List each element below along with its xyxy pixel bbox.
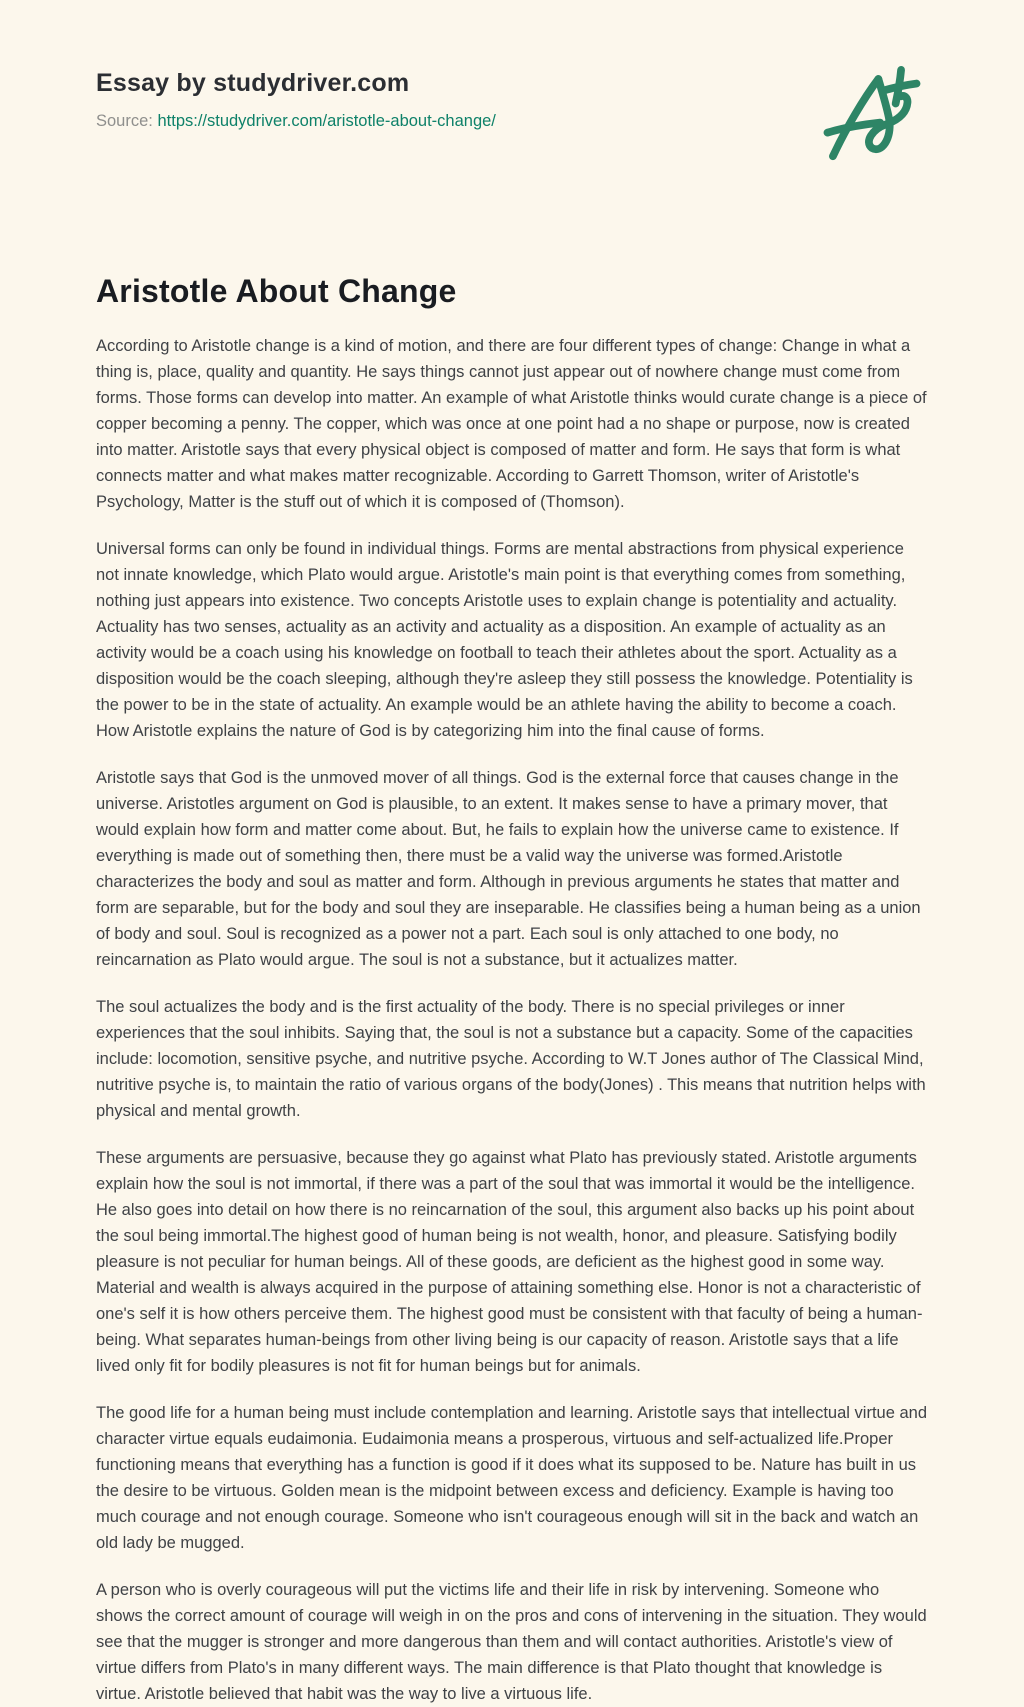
essay-paragraph: Aristotle says that God is the unmoved mover of all things. God is the external force that causes change in the universe. Aristotles argument on God is plausible, to an extent. It makes sense to have a primary mover, that would explain how form and matter come about. But, he fails to explain how the universe came to existence. If everything is made out of something then, there must be a valid way the universe was formed.Aristotle characterizes the body and soul as matter and form. Although in previous arguments he states that matter and form are separable, but for the body and soul they are inseparable. He classifies being a human being as a union of body and soul. Soul is recognized as a power not a part. Each soul is only attached to one body, no reincarnation as Plato would argue. The soul is not a substance, but it actualizes matter. xyxy=(96,769,921,970)
source-url-link[interactable]: https://studydriver.com/aristotle-about-change/ xyxy=(157,112,496,130)
document-header xyxy=(96,68,928,168)
studydriver-a-plus-logo-icon xyxy=(822,60,922,168)
header-text-block xyxy=(96,68,496,131)
essay-paragraph: The soul actualizes the body and is the first actuality of the body. There is no special privileges or inner experiences that the soul inhibits. Saying that, the soul is not a substance but a capacity. Some of the capacities include: locomotion, sensitive psyche, and nutritive psyche. According to W.T Jones author of The Classical Mind, nutritive psyche is, to maintain the ratio of various organs of the body(Jones) . This means that nutrition helps with physical and mental growth. xyxy=(96,998,926,1121)
essay-paragraph: The good life for a human being must include contemplation and learning. Aristotle says that intellectual virtue and character virtue equals eudaimonia. Eudaimonia means a prosperous, virtuous and self-actualized life.Proper functioning means that everything has a function is good if it does what its supposed to be. Nature has built in us the desire to be virtuous. Golden mean is the midpoint between excess and deficiency. Example is having too much courage and not enough courage. Someone who isn't courageous enough will sit in the back and watch an old lady be mugged. xyxy=(96,1404,927,1553)
essay-paragraph: A person who is overly courageous will put the victims life and their life in risk by intervening. Someone who shows the correct amount of courage will weigh in on the pros and cons of intervening in the situation. They would see that the mugger is stronger and more dangerous than them and will contact authorities. Aristotle's view of virtue differs from Plato's in many different ways. The main difference is that Plato thought that knowledge is virtue. Aristotle believed that habit was the way to live a virtuous life. xyxy=(96,1581,927,1704)
essay-body xyxy=(96,333,928,1707)
page-title: Essay by studydriver.com xyxy=(96,69,410,97)
essay-paragraph: Universal forms can only be found in individual things. Forms are mental abstractions from physical experience not innate knowledge, which Plato would argue. Aristotle's main point is that everything comes from something, nothing just appears into existence. Two concepts Aristotle uses to explain change is potentiality and actuality. Actuality has two senses, actuality as an activity and actuality as a disposition. An example of actuality as an activity would be a coach using his knowledge on football to teach their athletes about the sport. Actuality as a disposition would be the coach sleeping, although they're asleep they still possess the knowledge. Potentiality is the power to be in the state of actuality. An example would be an athlete having the ability to become a coach. How Aristotle explains the nature of God is by categorizing him into the final cause of forms. xyxy=(96,540,913,741)
essay-paragraph: According to Aristotle change is a kind of motion, and there are four different types of change: Change in what a thing is, place, quality and quantity. He says things cannot just appear out of nowhere change must come from forms. Those forms can develop into matter. An example of what Aristotle thinks would curate change is a piece of copper becoming a penny. The copper, which was once at one point had a no shape or purpose, now is created into matter. Aristotle says that every physical object is composed of matter and form. He says that form is what connects matter and what makes matter recognizable. According to Garrett Thomson, writer of Aristotle's Psychology, Matter is the stuff out of which it is composed of (Thomson). xyxy=(96,337,927,512)
essay-paragraph: These arguments are persuasive, because they go against what Plato has previously stated. Aristotle arguments explain how the soul is not immortal, if there was a part of the soul that was immortal it would be the intelligence. He also goes into detail on how there is no reincarnation of the soul, this argument also backs up his point about the soul being immortal.The highest good of human being is not wealth, honor, and pleasure. Satisfying bodily pleasure is not peculiar for human beings. All of these goods, are deficient as the highest good in some way. Material and wealth is always acquired in the purpose of attaining something else. Honor is not a characteristic of one's self it is how others perceive them. The highest good must be consistent with that faculty of being a human-being. What separates human-beings from other living being is our capacity of reason. Aristotle says that a life lived only fit for bodily pleasures is not fit for human beings but for animals. xyxy=(96,1149,923,1376)
source-line xyxy=(96,112,496,131)
source-label: Source: xyxy=(96,112,153,130)
article-title: Aristotle About Change xyxy=(96,273,457,309)
